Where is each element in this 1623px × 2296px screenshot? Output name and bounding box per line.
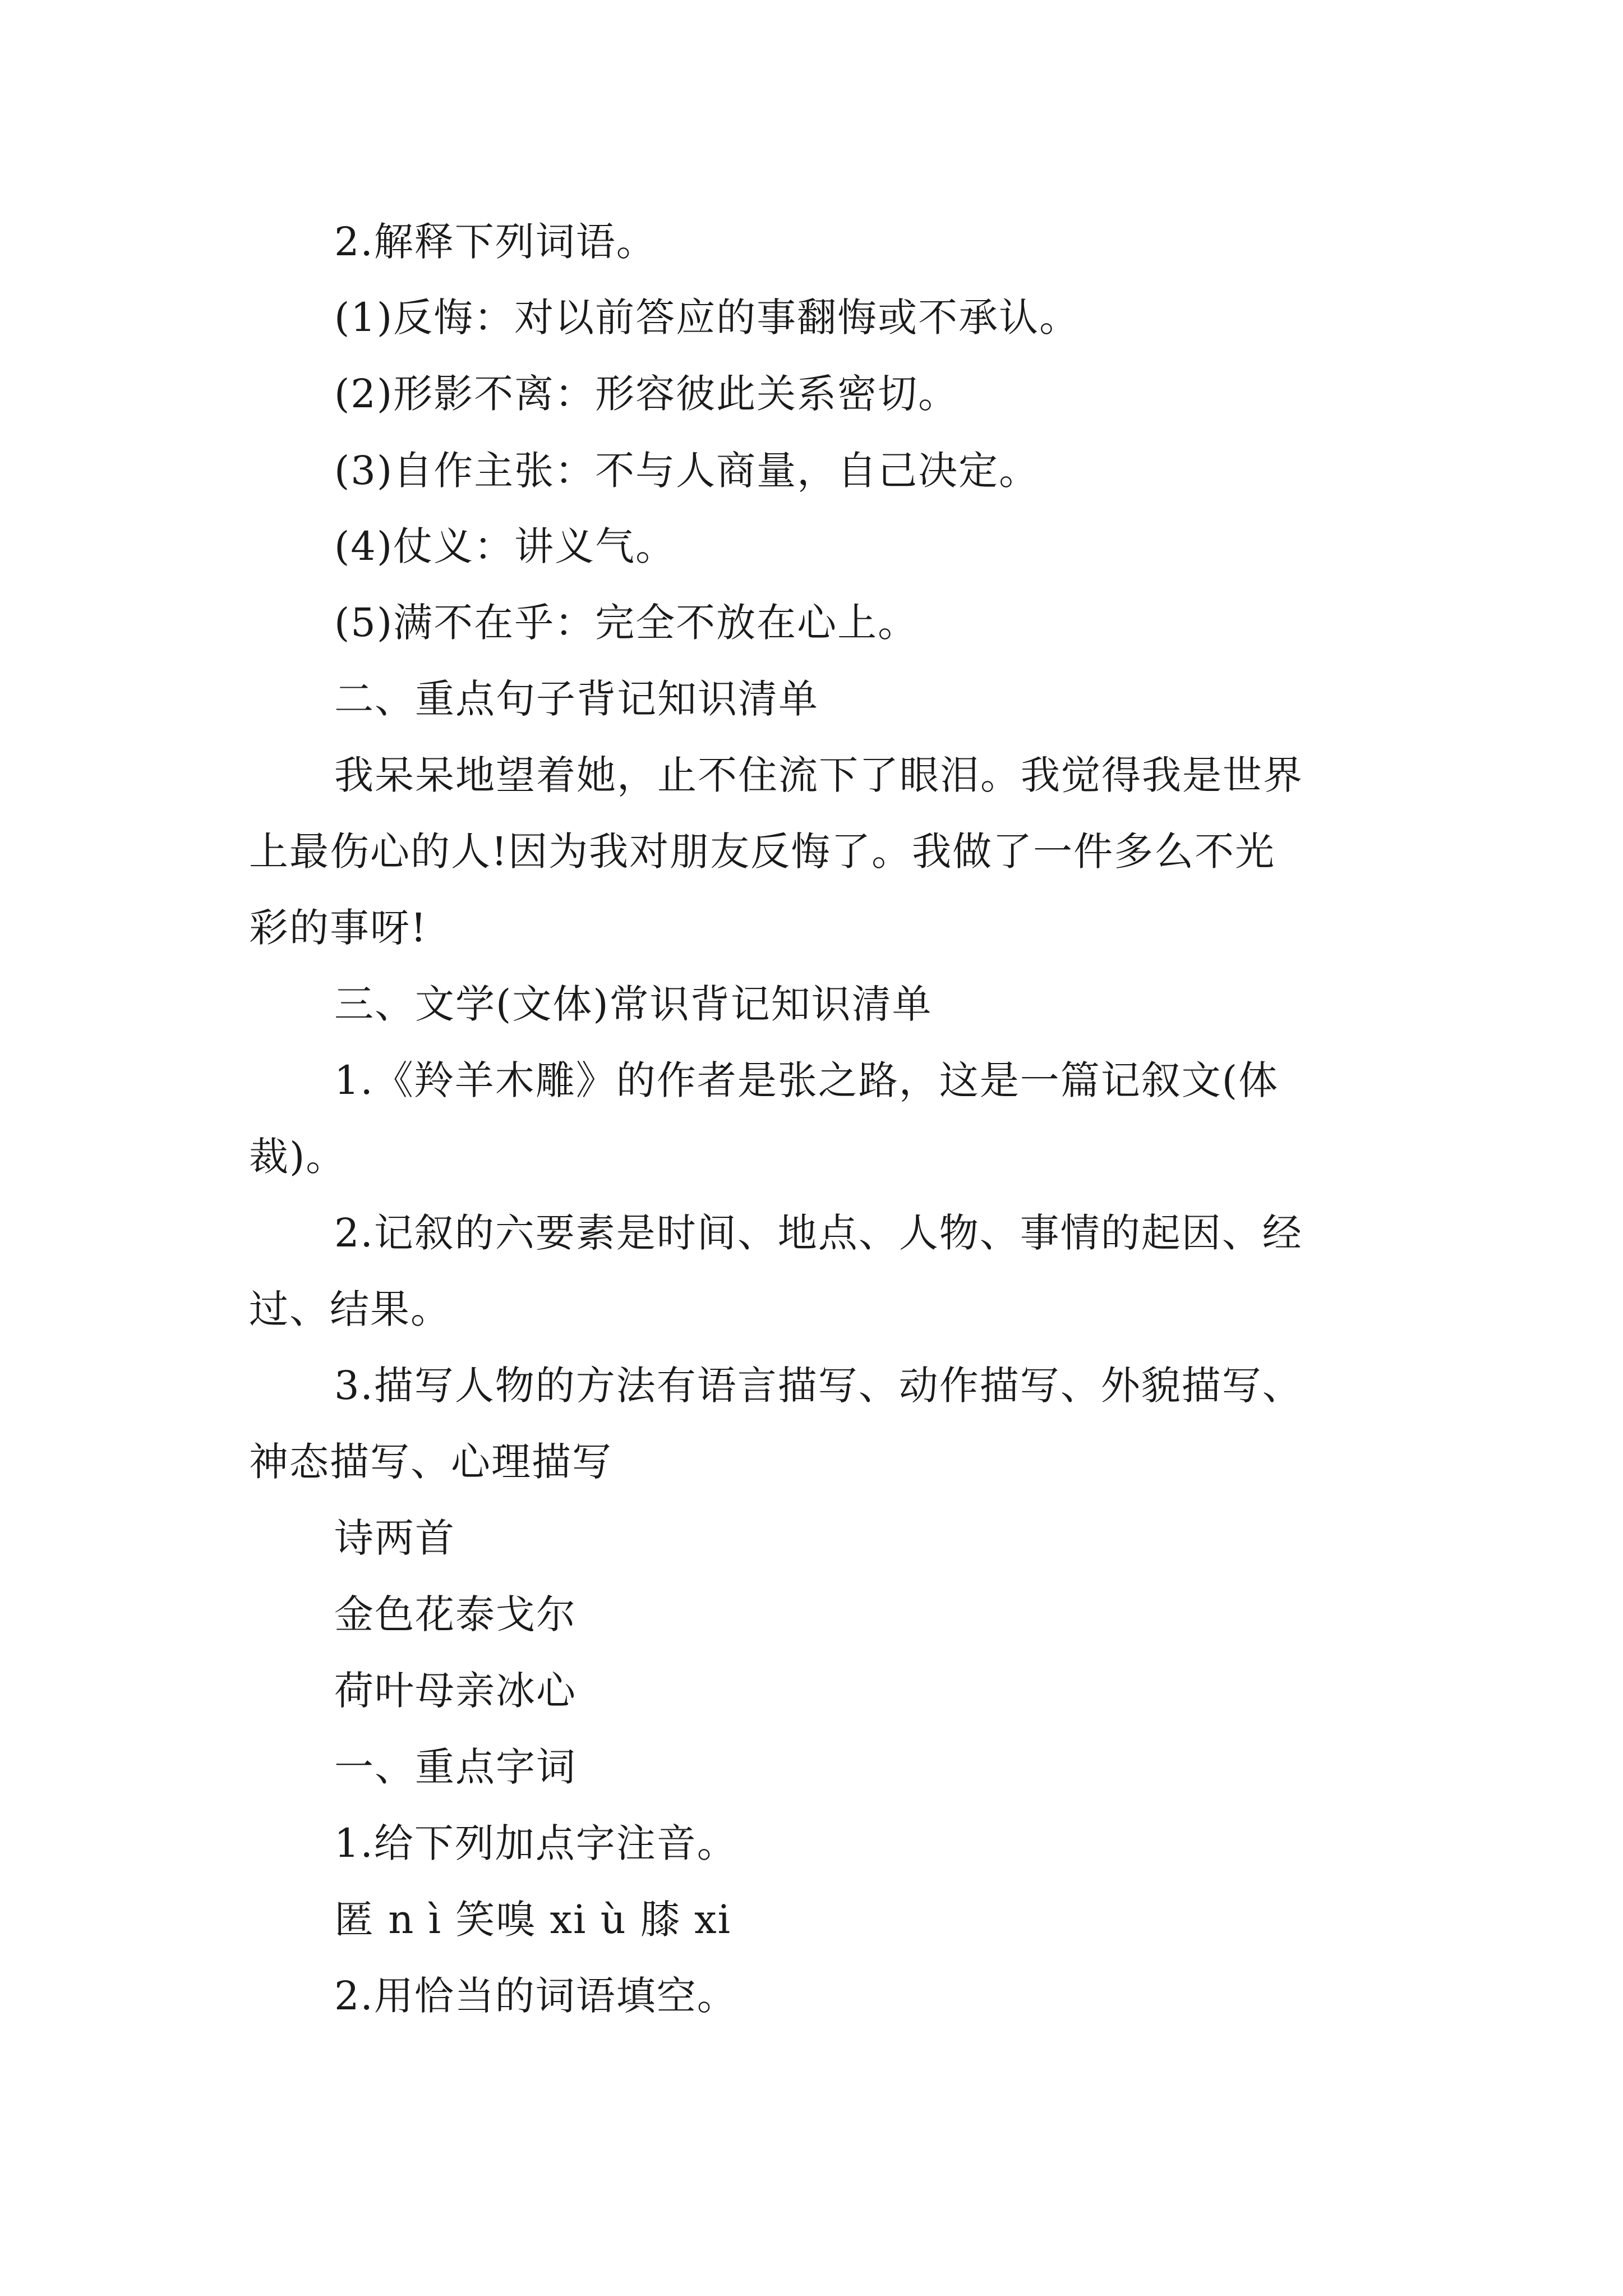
paragraph-line: 彩的事呀! <box>249 905 428 951</box>
lesson-title: 诗两首 <box>334 1515 455 1561</box>
paragraph-line: 上最伤心的人!因为我对朋友反悔了。我做了一件多么不光 <box>249 829 1276 875</box>
paragraph-line: 裁)。 <box>249 1134 347 1180</box>
definition-item: (2)形影不离：形容彼此关系密切。 <box>334 371 959 417</box>
paragraph-line: 1.《羚羊木雕》的作者是张之路，这是一篇记叙文(体 <box>334 1057 1279 1103</box>
section-heading: 三、文学(文体)常识背记知识清单 <box>334 981 933 1027</box>
paragraph-line: 过、结果。 <box>249 1286 451 1332</box>
exercise-item: 2.用恰当的词语填空。 <box>334 1973 737 2019</box>
definition-item: (3)自作主张：不与人商量，自己决定。 <box>334 448 1040 494</box>
section-heading: 2.解释下列词语。 <box>334 219 657 265</box>
paragraph-line: 3.描写人物的方法有语言描写、动作描写、外貌描写、 <box>334 1363 1303 1409</box>
pinyin-line: 匿 n ì 笑嗅 xi ù 膝 xi <box>334 1897 732 1943</box>
definition-item: (1)反悔：对以前答应的事翻悔或不承认。 <box>334 295 1080 341</box>
exercise-item: 1.给下列加点字注音。 <box>334 1820 737 1866</box>
section-heading: 二、重点句子背记知识清单 <box>334 676 819 722</box>
poem-title: 荷叶母亲冰心 <box>334 1668 577 1714</box>
paragraph-line: 我呆呆地望着她，止不住流下了眼泪。我觉得我是世界 <box>334 752 1303 798</box>
section-heading: 一、重点字词 <box>334 1744 577 1790</box>
definition-item: (5)满不在乎：完全不放在心上。 <box>334 600 919 646</box>
poem-title: 金色花泰戈尔 <box>334 1591 577 1637</box>
definition-item: (4)仗义：讲义气。 <box>334 523 676 569</box>
paragraph-line: 神态描写、心理描写 <box>249 1439 612 1485</box>
paragraph-line: 2.记叙的六要素是时间、地点、人物、事情的起因、经 <box>334 1210 1303 1256</box>
